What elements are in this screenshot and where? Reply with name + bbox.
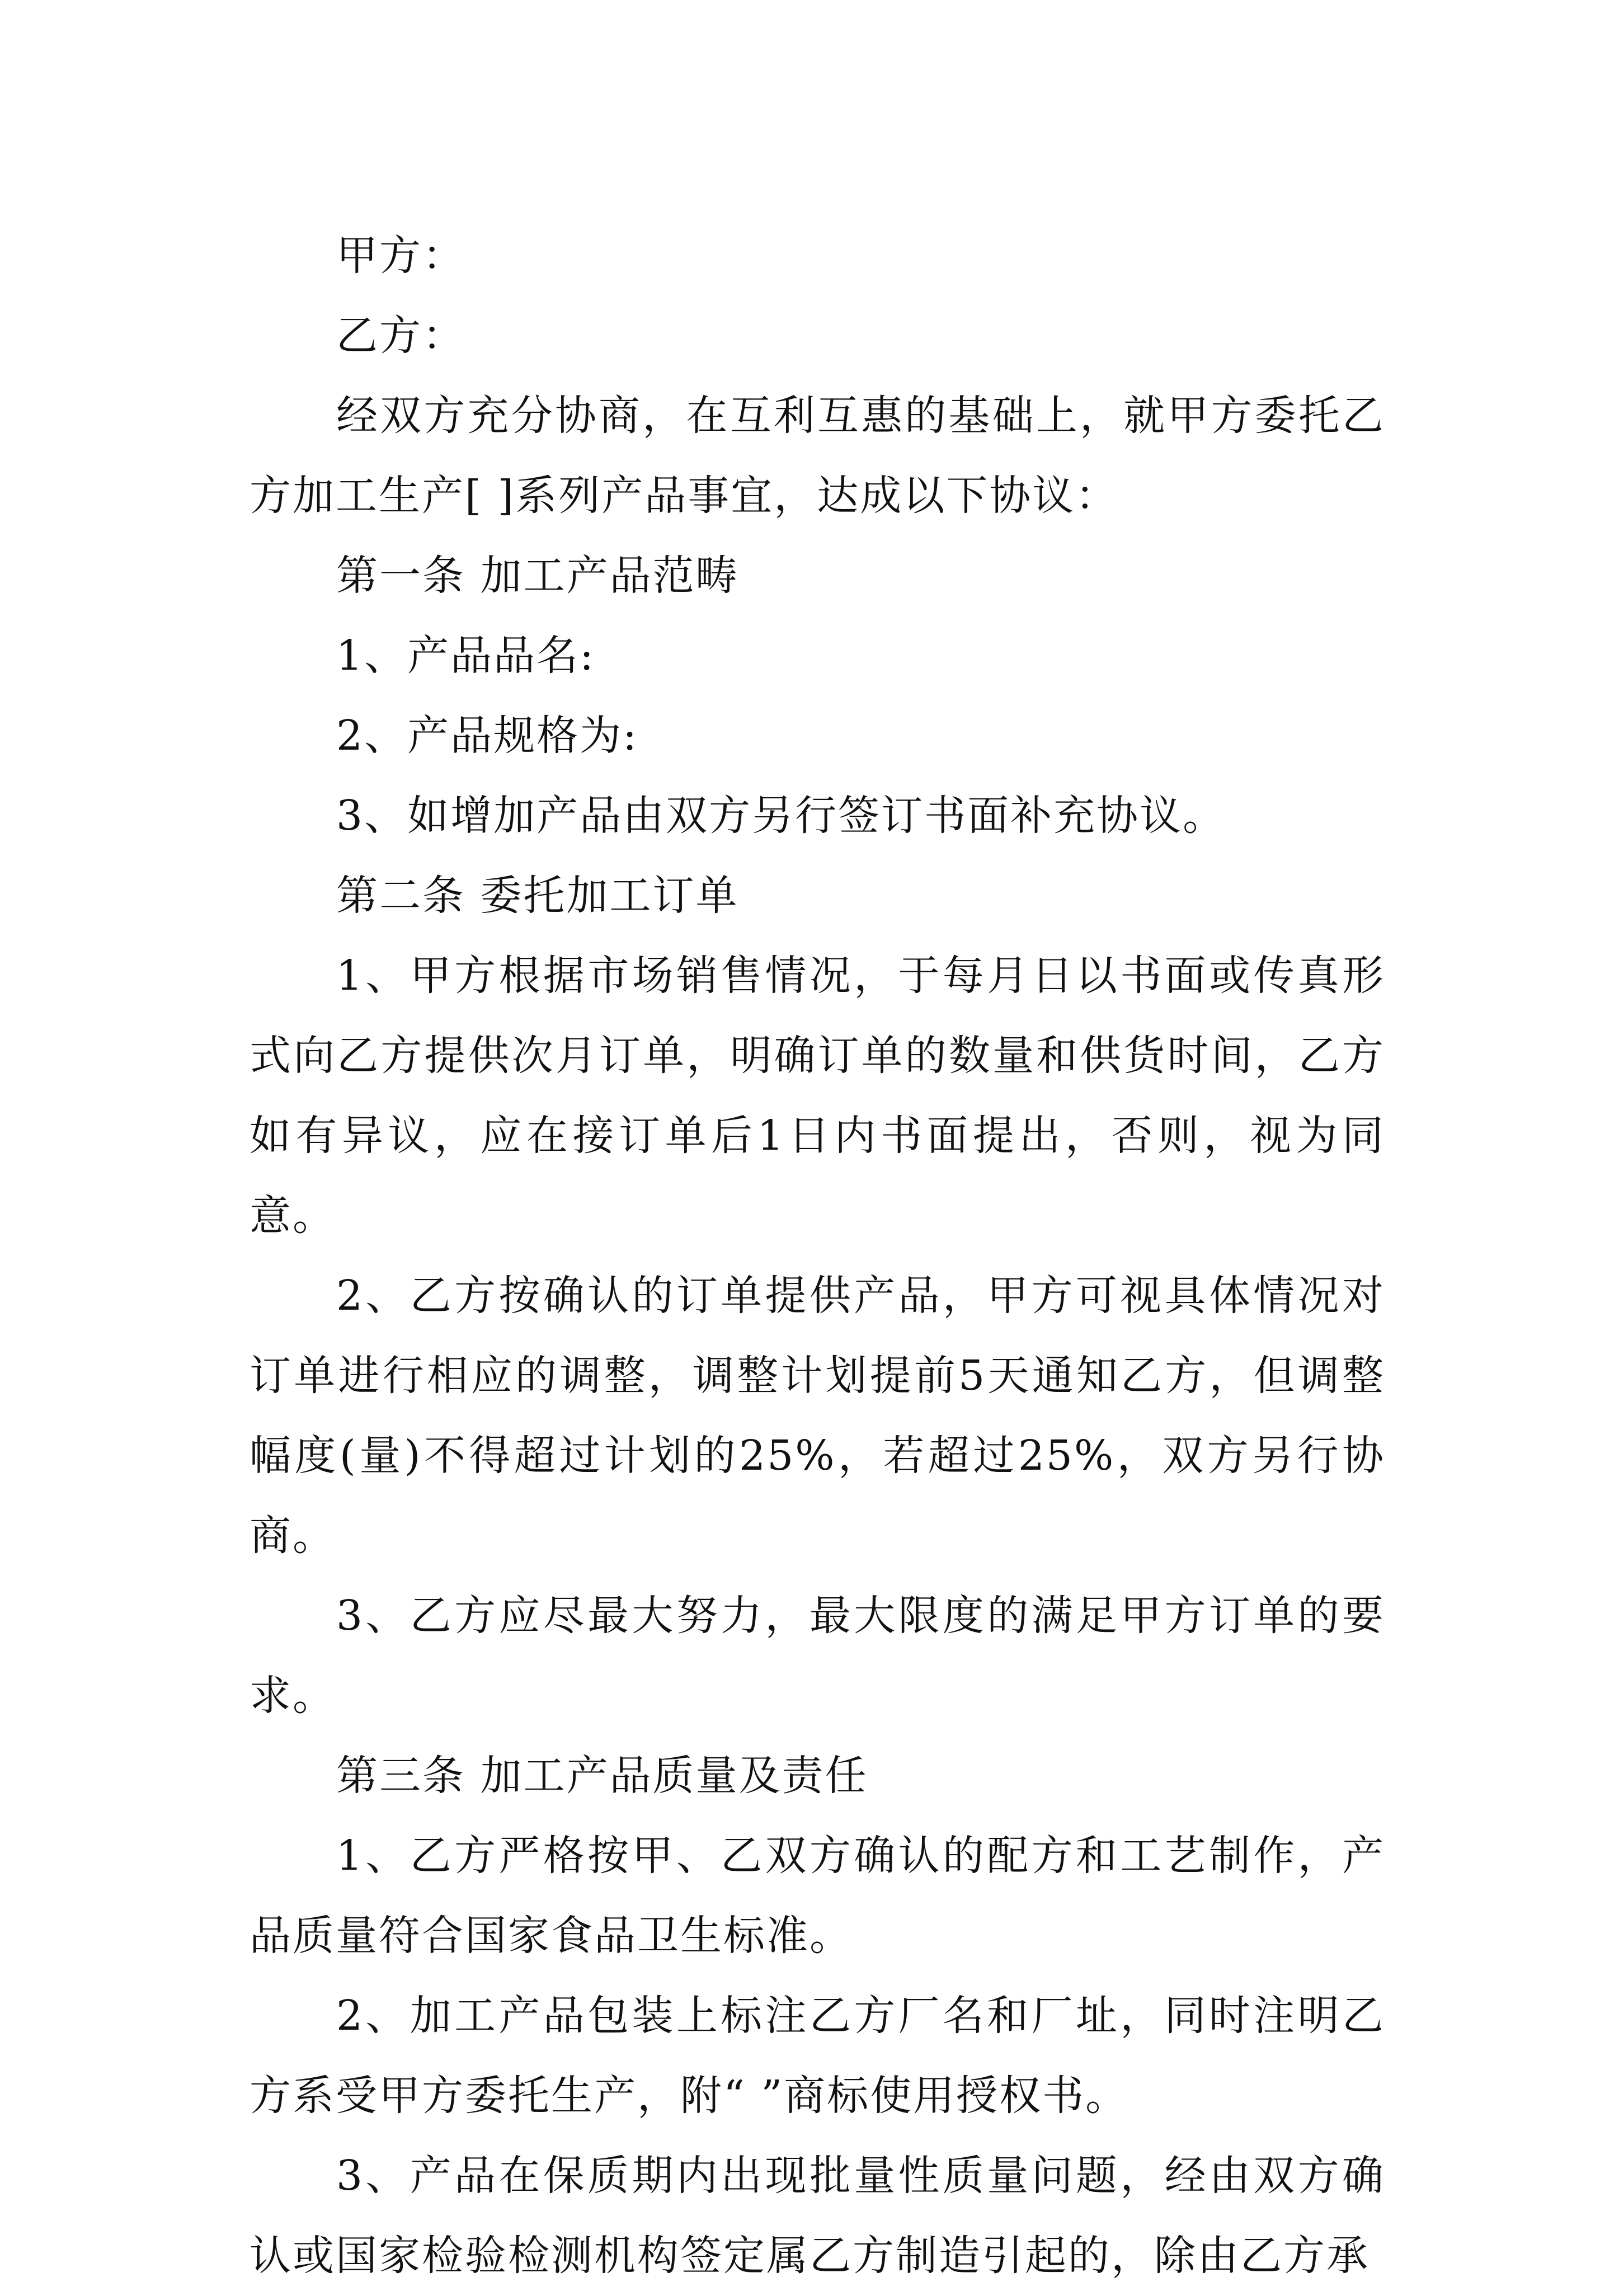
contract-body bbox=[250, 216, 1385, 2296]
party-b-line: 乙方： bbox=[336, 312, 465, 360]
article-1-item-2: 2、产品规格为: bbox=[336, 712, 639, 760]
party-a-line: 甲方： bbox=[336, 232, 465, 280]
article-3-heading: 第三条 加工产品质量及责任 bbox=[336, 1752, 868, 1800]
article-1-item-3: 3、如增加产品由双方另行签订书面补充协议。 bbox=[336, 792, 1226, 840]
article-2-item-1: 1、甲方根据市场销售情况，于每月日以书面或传真形式向乙方提供次月订单，明确订单的数量和供货时间，乙方如有异议，应在接订单后1日内书面提出，否则，视为同意。 bbox=[250, 952, 1385, 1240]
article-1-heading: 第一条 加工产品范畴 bbox=[336, 552, 739, 600]
article-3-item-2: 2、加工产品包装上标注乙方厂名和厂址，同时注明乙方系受甲方委托生产，附“ ”商标使用授权书。 bbox=[250, 1992, 1385, 2120]
article-3-item-3: 3、产品在保质期内出现批量性质量问题，经由双方确认或国家检验检测机构签定属乙方制造引起的，除由乙方承 bbox=[250, 2152, 1385, 2280]
article-2-item-3: 3、乙方应尽最大努力，最大限度的满足甲方订单的要求。 bbox=[250, 1592, 1385, 1720]
article-2-heading: 第二条 委托加工订单 bbox=[336, 872, 739, 920]
article-1-item-1: 1、产品品名: bbox=[336, 632, 596, 680]
article-3-item-1: 1、乙方严格按甲、乙双方确认的配方和工艺制作，产品质量符合国家食品卫生标准。 bbox=[250, 1832, 1385, 1960]
article-2-item-2: 2、乙方按确认的订单提供产品，甲方可视具体情况对订单进行相应的调整，调整计划提前5天通知乙方，但调整幅度(量)不得超过计划的25%，若超过25%，双方另行协商。 bbox=[250, 1272, 1385, 1560]
preamble-paragraph: 经双方充分协商，在互利互惠的基础上，就甲方委托乙方加工生产[ ]系列产品事宜，达成以下协议： bbox=[250, 392, 1385, 520]
